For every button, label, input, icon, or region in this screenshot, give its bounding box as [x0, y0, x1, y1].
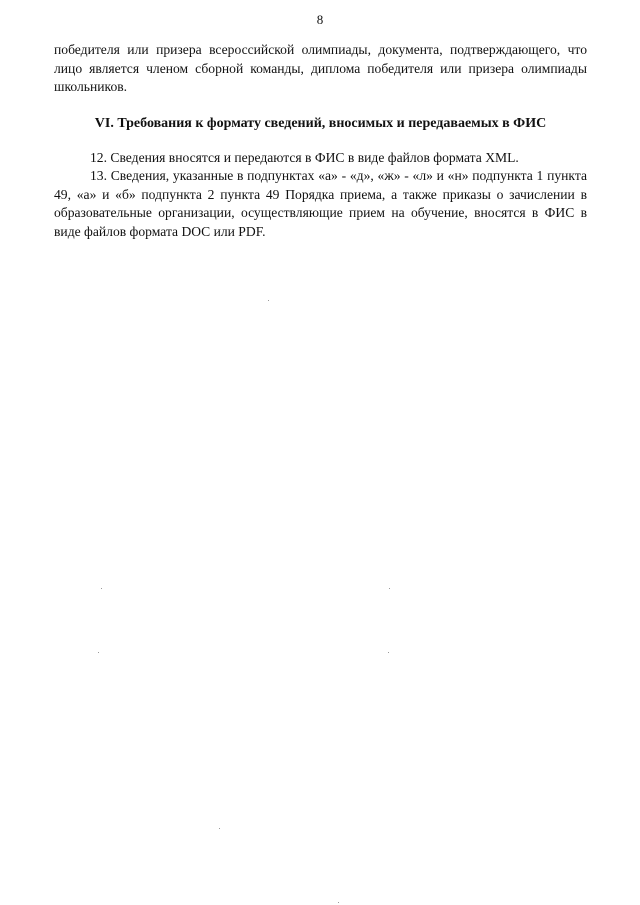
scan-speck	[389, 588, 390, 589]
scan-speck	[98, 652, 99, 653]
intro-paragraph: победителя или призера всероссийской олимпиады, документа, подтверждающего, что лицо является членом сборной команды, диплома победителя или призера олимпиады школьников.	[54, 42, 587, 94]
document-body	[54, 41, 587, 241]
paragraph-item-12: 12. Сведения вносятся и передаются в ФИС в виде файлов формата XML.	[90, 149, 519, 165]
scan-speck	[268, 300, 269, 301]
paragraph-item-13: 13. Сведения, указанные в подпунктах «а» - «д», «ж» - «л» и «н» подпункта 1 пункта 49, «а» и «б» подпункта 2 пункта 49 Порядка приема, а также приказы о зачислении в образовательные организации, осуществляющие прием на обучение, вносятся в ФИС в виде файлов формата DOC или PDF.	[54, 168, 587, 239]
section-heading: VI. Требования к формату сведений, вносимых и передаваемых в ФИС	[94, 115, 547, 131]
page-number: 8	[316, 12, 324, 27]
scan-speck	[388, 652, 389, 653]
scan-speck	[101, 588, 102, 589]
scan-speck	[338, 902, 339, 903]
scan-speck	[219, 828, 220, 829]
